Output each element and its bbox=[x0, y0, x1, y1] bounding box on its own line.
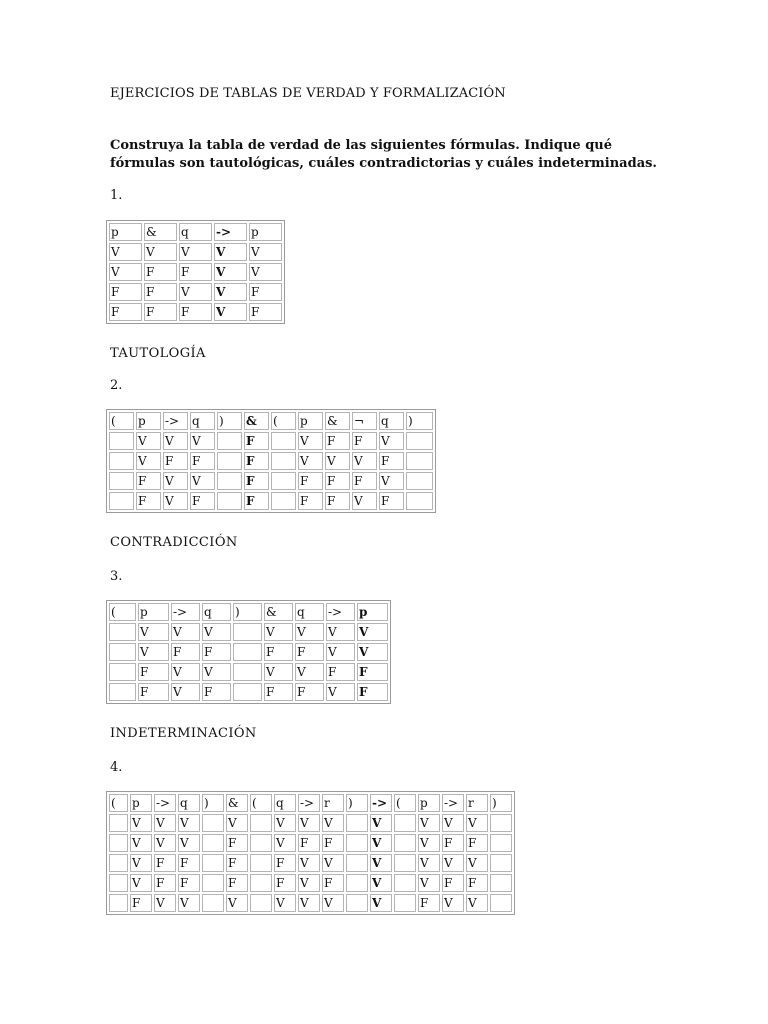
formula-symbol-cell: q bbox=[178, 794, 200, 812]
table-row bbox=[109, 303, 282, 321]
truth-value-cell: F bbox=[226, 854, 248, 872]
truth-value-cell: F bbox=[325, 432, 350, 450]
truth-value-cell bbox=[346, 854, 368, 872]
truth-value-cell: V bbox=[379, 432, 404, 450]
truth-value-cell bbox=[394, 874, 416, 892]
truth-value-cell: V bbox=[352, 492, 377, 510]
truth-value-cell bbox=[490, 814, 512, 832]
truth-value-cell: V bbox=[298, 452, 323, 470]
truth-value-cell: F bbox=[264, 643, 293, 661]
truth-value-cell: F bbox=[179, 303, 212, 321]
formula-symbol-cell: -> bbox=[154, 794, 176, 812]
truth-value-cell: V bbox=[466, 814, 488, 832]
formula-symbol-cell: p bbox=[109, 223, 142, 241]
truth-value-cell: V bbox=[418, 814, 440, 832]
formula-symbol-cell: ) bbox=[202, 794, 224, 812]
truth-value-cell: V bbox=[249, 263, 282, 281]
truth-value-cell bbox=[346, 874, 368, 892]
formula-symbol-cell: -> bbox=[163, 412, 188, 430]
formula-symbol-cell: -> bbox=[298, 794, 320, 812]
formula-symbol-cell: ( bbox=[109, 794, 128, 812]
truth-table-3 bbox=[106, 600, 391, 704]
truth-value-cell: V bbox=[264, 623, 293, 641]
truth-value-cell bbox=[109, 643, 136, 661]
truth-value-cell: F bbox=[357, 683, 388, 701]
table-row bbox=[109, 432, 433, 450]
truth-value-cell: V bbox=[295, 623, 324, 641]
truth-value-cell: V bbox=[298, 854, 320, 872]
truth-value-cell: V bbox=[171, 663, 200, 681]
truth-value-cell: V bbox=[130, 814, 152, 832]
truth-value-cell bbox=[109, 432, 134, 450]
formula-symbol-cell: ) bbox=[490, 794, 512, 812]
table-header-row bbox=[109, 794, 512, 812]
truth-value-cell bbox=[109, 683, 136, 701]
truth-value-cell bbox=[109, 814, 128, 832]
table-header-row bbox=[109, 412, 433, 430]
formula-symbol-cell: -> bbox=[442, 794, 464, 812]
truth-value-cell: F bbox=[379, 452, 404, 470]
truth-value-cell: V bbox=[379, 472, 404, 490]
table-row bbox=[109, 492, 433, 510]
truth-value-cell: F bbox=[244, 492, 269, 510]
truth-value-cell: V bbox=[298, 874, 320, 892]
truth-value-cell bbox=[109, 663, 136, 681]
formula-symbol-cell: p bbox=[136, 412, 161, 430]
truth-value-cell: F bbox=[244, 432, 269, 450]
truth-value-cell: F bbox=[202, 683, 231, 701]
truth-value-cell bbox=[233, 663, 262, 681]
truth-value-cell: V bbox=[163, 432, 188, 450]
formula-symbol-cell: & bbox=[244, 412, 269, 430]
formula-symbol-cell: ) bbox=[233, 603, 262, 621]
truth-value-cell bbox=[406, 432, 433, 450]
truth-table-1 bbox=[106, 220, 285, 324]
truth-value-cell: V bbox=[274, 814, 296, 832]
truth-value-cell: V bbox=[179, 243, 212, 261]
truth-value-cell bbox=[217, 492, 242, 510]
formula-symbol-cell: q bbox=[179, 223, 212, 241]
truth-value-cell: F bbox=[298, 492, 323, 510]
formula-symbol-cell: q bbox=[202, 603, 231, 621]
truth-value-cell bbox=[109, 834, 128, 852]
truth-value-cell: F bbox=[274, 874, 296, 892]
truth-value-cell bbox=[250, 874, 272, 892]
truth-value-cell: V bbox=[109, 243, 142, 261]
truth-value-cell: V bbox=[274, 834, 296, 852]
formula-symbol-cell: q bbox=[379, 412, 404, 430]
truth-value-cell bbox=[394, 854, 416, 872]
truth-value-cell bbox=[406, 452, 433, 470]
truth-value-cell: F bbox=[144, 263, 177, 281]
truth-value-cell bbox=[394, 814, 416, 832]
truth-value-cell: F bbox=[249, 283, 282, 301]
truth-value-cell: V bbox=[136, 432, 161, 450]
truth-value-cell bbox=[346, 834, 368, 852]
truth-value-cell: F bbox=[138, 683, 169, 701]
truth-value-cell bbox=[490, 834, 512, 852]
formula-symbol-cell: p bbox=[418, 794, 440, 812]
truth-value-cell: V bbox=[154, 814, 176, 832]
truth-value-cell bbox=[109, 452, 134, 470]
truth-value-cell: V bbox=[226, 894, 248, 912]
truth-value-cell: V bbox=[179, 283, 212, 301]
truth-value-cell: V bbox=[178, 894, 200, 912]
truth-value-cell: V bbox=[154, 894, 176, 912]
formula-symbol-cell: & bbox=[264, 603, 293, 621]
truth-value-cell bbox=[346, 894, 368, 912]
exercise-4-number: 4. bbox=[110, 760, 123, 775]
formula-symbol-cell: & bbox=[226, 794, 248, 812]
truth-value-cell bbox=[109, 623, 136, 641]
truth-value-cell: V bbox=[418, 854, 440, 872]
truth-value-cell: V bbox=[326, 683, 355, 701]
truth-value-cell: V bbox=[442, 854, 464, 872]
truth-value-cell: F bbox=[357, 663, 388, 681]
truth-value-cell: V bbox=[298, 432, 323, 450]
truth-value-cell bbox=[271, 472, 296, 490]
truth-value-cell: F bbox=[322, 834, 344, 852]
truth-value-cell: V bbox=[202, 663, 231, 681]
truth-value-cell: V bbox=[109, 263, 142, 281]
exercise-1-number: 1. bbox=[110, 188, 123, 203]
truth-table-2 bbox=[106, 409, 436, 513]
truth-value-cell bbox=[490, 894, 512, 912]
truth-value-cell: V bbox=[322, 894, 344, 912]
truth-value-cell bbox=[202, 854, 224, 872]
truth-value-cell: V bbox=[154, 834, 176, 852]
truth-value-cell: V bbox=[370, 854, 392, 872]
truth-value-cell: V bbox=[322, 854, 344, 872]
truth-value-cell bbox=[202, 834, 224, 852]
truth-value-cell: F bbox=[138, 663, 169, 681]
truth-value-cell: V bbox=[325, 452, 350, 470]
formula-symbol-cell: r bbox=[322, 794, 344, 812]
formula-symbol-cell: -> bbox=[171, 603, 200, 621]
truth-value-cell bbox=[217, 432, 242, 450]
truth-value-cell: F bbox=[326, 663, 355, 681]
truth-value-cell: F bbox=[144, 283, 177, 301]
formula-symbol-cell: q bbox=[190, 412, 215, 430]
truth-value-cell: V bbox=[418, 834, 440, 852]
formula-symbol-cell: -> bbox=[214, 223, 247, 241]
truth-value-cell: V bbox=[190, 432, 215, 450]
formula-symbol-cell: & bbox=[144, 223, 177, 241]
truth-value-cell: F bbox=[130, 894, 152, 912]
truth-value-cell bbox=[490, 854, 512, 872]
truth-value-cell bbox=[271, 492, 296, 510]
formula-symbol-cell: ( bbox=[271, 412, 296, 430]
truth-value-cell: V bbox=[326, 643, 355, 661]
truth-value-cell: V bbox=[370, 874, 392, 892]
table-row bbox=[109, 283, 282, 301]
truth-value-cell: V bbox=[214, 263, 247, 281]
truth-value-cell: V bbox=[466, 894, 488, 912]
truth-value-cell bbox=[233, 623, 262, 641]
truth-value-cell bbox=[250, 854, 272, 872]
truth-value-cell bbox=[394, 834, 416, 852]
truth-value-cell: V bbox=[298, 894, 320, 912]
formula-symbol-cell: p bbox=[130, 794, 152, 812]
formula-symbol-cell: & bbox=[325, 412, 350, 430]
truth-value-cell: V bbox=[163, 472, 188, 490]
truth-value-cell: F bbox=[144, 303, 177, 321]
table-row bbox=[109, 643, 388, 661]
truth-value-cell: V bbox=[138, 643, 169, 661]
truth-value-cell bbox=[109, 874, 128, 892]
table-row bbox=[109, 874, 512, 892]
truth-value-cell bbox=[233, 683, 262, 701]
truth-value-cell: V bbox=[130, 854, 152, 872]
truth-value-cell bbox=[490, 874, 512, 892]
formula-symbol-cell: ¬ bbox=[352, 412, 377, 430]
instructions-paragraph: Construya la tabla de verdad de las siguientes fórmulas. Indique qué fórmulas son tautológicas, cuáles contradictorias y cuáles indeterminadas. bbox=[110, 138, 657, 171]
truth-value-cell bbox=[271, 432, 296, 450]
formula-symbol-cell: q bbox=[274, 794, 296, 812]
truth-value-cell: V bbox=[171, 683, 200, 701]
truth-value-cell: F bbox=[325, 472, 350, 490]
truth-value-cell: F bbox=[109, 303, 142, 321]
truth-value-cell: F bbox=[274, 854, 296, 872]
table-row bbox=[109, 263, 282, 281]
document-title: EJERCICIOS DE TABLAS DE VERDAD Y FORMALIZACIÓN bbox=[110, 86, 506, 101]
truth-value-cell: F bbox=[442, 874, 464, 892]
truth-value-cell: F bbox=[109, 283, 142, 301]
truth-value-cell: F bbox=[136, 492, 161, 510]
truth-value-cell: V bbox=[442, 894, 464, 912]
table-header-row bbox=[109, 603, 388, 621]
truth-value-cell: F bbox=[154, 874, 176, 892]
truth-value-cell: V bbox=[298, 814, 320, 832]
formula-symbol-cell: p bbox=[357, 603, 388, 621]
table-row bbox=[109, 683, 388, 701]
exercise-2-number: 2. bbox=[110, 378, 123, 393]
formula-symbol-cell: p bbox=[249, 223, 282, 241]
truth-value-cell: F bbox=[163, 452, 188, 470]
truth-value-cell: V bbox=[264, 663, 293, 681]
truth-value-cell bbox=[271, 452, 296, 470]
truth-value-cell: V bbox=[352, 452, 377, 470]
truth-value-cell: F bbox=[190, 452, 215, 470]
truth-value-cell: F bbox=[442, 834, 464, 852]
table-row bbox=[109, 623, 388, 641]
truth-value-cell: F bbox=[264, 683, 293, 701]
truth-value-cell: V bbox=[144, 243, 177, 261]
formula-symbol-cell: ) bbox=[346, 794, 368, 812]
truth-value-cell: V bbox=[214, 283, 247, 301]
truth-value-cell: F bbox=[298, 834, 320, 852]
truth-value-cell: V bbox=[190, 472, 215, 490]
truth-value-cell bbox=[346, 814, 368, 832]
truth-value-cell: F bbox=[226, 874, 248, 892]
table-row bbox=[109, 472, 433, 490]
truth-value-cell: F bbox=[136, 472, 161, 490]
formula-symbol-cell: ) bbox=[406, 412, 433, 430]
truth-value-cell: F bbox=[418, 894, 440, 912]
truth-value-cell: V bbox=[226, 814, 248, 832]
truth-value-cell bbox=[109, 854, 128, 872]
truth-value-cell: F bbox=[226, 834, 248, 852]
table-row bbox=[109, 834, 512, 852]
formula-symbol-cell: p bbox=[298, 412, 323, 430]
exercise-2-result: CONTRADICCIÓN bbox=[110, 535, 238, 550]
truth-value-cell bbox=[406, 492, 433, 510]
table-row bbox=[109, 814, 512, 832]
truth-value-cell: F bbox=[178, 874, 200, 892]
truth-value-cell: V bbox=[171, 623, 200, 641]
truth-value-cell bbox=[202, 874, 224, 892]
truth-value-cell: F bbox=[295, 683, 324, 701]
exercise-1-result: TAUTOLOGÍA bbox=[110, 346, 206, 361]
truth-value-cell: F bbox=[190, 492, 215, 510]
truth-value-cell: F bbox=[325, 492, 350, 510]
truth-value-cell: V bbox=[163, 492, 188, 510]
truth-value-cell: F bbox=[244, 452, 269, 470]
truth-value-cell: V bbox=[138, 623, 169, 641]
formula-symbol-cell: -> bbox=[370, 794, 392, 812]
table-row bbox=[109, 243, 282, 261]
formula-symbol-cell: ( bbox=[394, 794, 416, 812]
truth-value-cell: V bbox=[326, 623, 355, 641]
truth-value-cell: F bbox=[178, 854, 200, 872]
truth-value-cell: F bbox=[379, 492, 404, 510]
truth-value-cell bbox=[202, 894, 224, 912]
truth-value-cell: F bbox=[352, 472, 377, 490]
table-header-row bbox=[109, 223, 282, 241]
formula-symbol-cell: ) bbox=[217, 412, 242, 430]
truth-table-4 bbox=[106, 791, 515, 915]
truth-value-cell bbox=[250, 894, 272, 912]
truth-value-cell: V bbox=[370, 814, 392, 832]
truth-value-cell: V bbox=[249, 243, 282, 261]
truth-value-cell bbox=[250, 834, 272, 852]
table-row bbox=[109, 452, 433, 470]
truth-value-cell: V bbox=[357, 643, 388, 661]
truth-value-cell: V bbox=[370, 894, 392, 912]
truth-value-cell bbox=[109, 492, 134, 510]
truth-value-cell: V bbox=[214, 303, 247, 321]
truth-value-cell bbox=[233, 643, 262, 661]
truth-value-cell: F bbox=[202, 643, 231, 661]
truth-value-cell bbox=[202, 814, 224, 832]
truth-value-cell: F bbox=[154, 854, 176, 872]
truth-value-cell: V bbox=[295, 663, 324, 681]
truth-value-cell: V bbox=[202, 623, 231, 641]
formula-symbol-cell: p bbox=[138, 603, 169, 621]
truth-value-cell: V bbox=[274, 894, 296, 912]
truth-value-cell: F bbox=[322, 874, 344, 892]
truth-value-cell: F bbox=[352, 432, 377, 450]
formula-symbol-cell: ( bbox=[250, 794, 272, 812]
truth-value-cell: V bbox=[322, 814, 344, 832]
truth-value-cell bbox=[406, 472, 433, 490]
truth-value-cell bbox=[109, 894, 128, 912]
truth-value-cell: V bbox=[136, 452, 161, 470]
formula-symbol-cell: q bbox=[295, 603, 324, 621]
truth-value-cell: F bbox=[295, 643, 324, 661]
truth-value-cell: V bbox=[418, 874, 440, 892]
truth-value-cell bbox=[394, 894, 416, 912]
truth-value-cell: F bbox=[298, 472, 323, 490]
truth-value-cell: F bbox=[171, 643, 200, 661]
formula-symbol-cell: r bbox=[466, 794, 488, 812]
truth-value-cell: V bbox=[357, 623, 388, 641]
truth-value-cell: V bbox=[442, 814, 464, 832]
truth-value-cell bbox=[109, 472, 134, 490]
truth-value-cell: F bbox=[244, 472, 269, 490]
table-row bbox=[109, 854, 512, 872]
truth-value-cell: F bbox=[179, 263, 212, 281]
table-row bbox=[109, 663, 388, 681]
truth-value-cell: V bbox=[178, 814, 200, 832]
formula-symbol-cell: ( bbox=[109, 412, 134, 430]
truth-value-cell: F bbox=[249, 303, 282, 321]
truth-value-cell: F bbox=[466, 834, 488, 852]
formula-symbol-cell: -> bbox=[326, 603, 355, 621]
truth-value-cell bbox=[217, 472, 242, 490]
exercise-3-number: 3. bbox=[110, 569, 123, 584]
truth-value-cell: V bbox=[178, 834, 200, 852]
truth-value-cell: V bbox=[214, 243, 247, 261]
exercise-3-result: INDETERMINACIÓN bbox=[110, 726, 257, 741]
formula-symbol-cell: ( bbox=[109, 603, 136, 621]
table-row bbox=[109, 894, 512, 912]
truth-value-cell: V bbox=[466, 854, 488, 872]
truth-value-cell: V bbox=[370, 834, 392, 852]
truth-value-cell bbox=[250, 814, 272, 832]
truth-value-cell bbox=[217, 452, 242, 470]
truth-value-cell: V bbox=[130, 874, 152, 892]
truth-value-cell: F bbox=[466, 874, 488, 892]
truth-value-cell: V bbox=[130, 834, 152, 852]
